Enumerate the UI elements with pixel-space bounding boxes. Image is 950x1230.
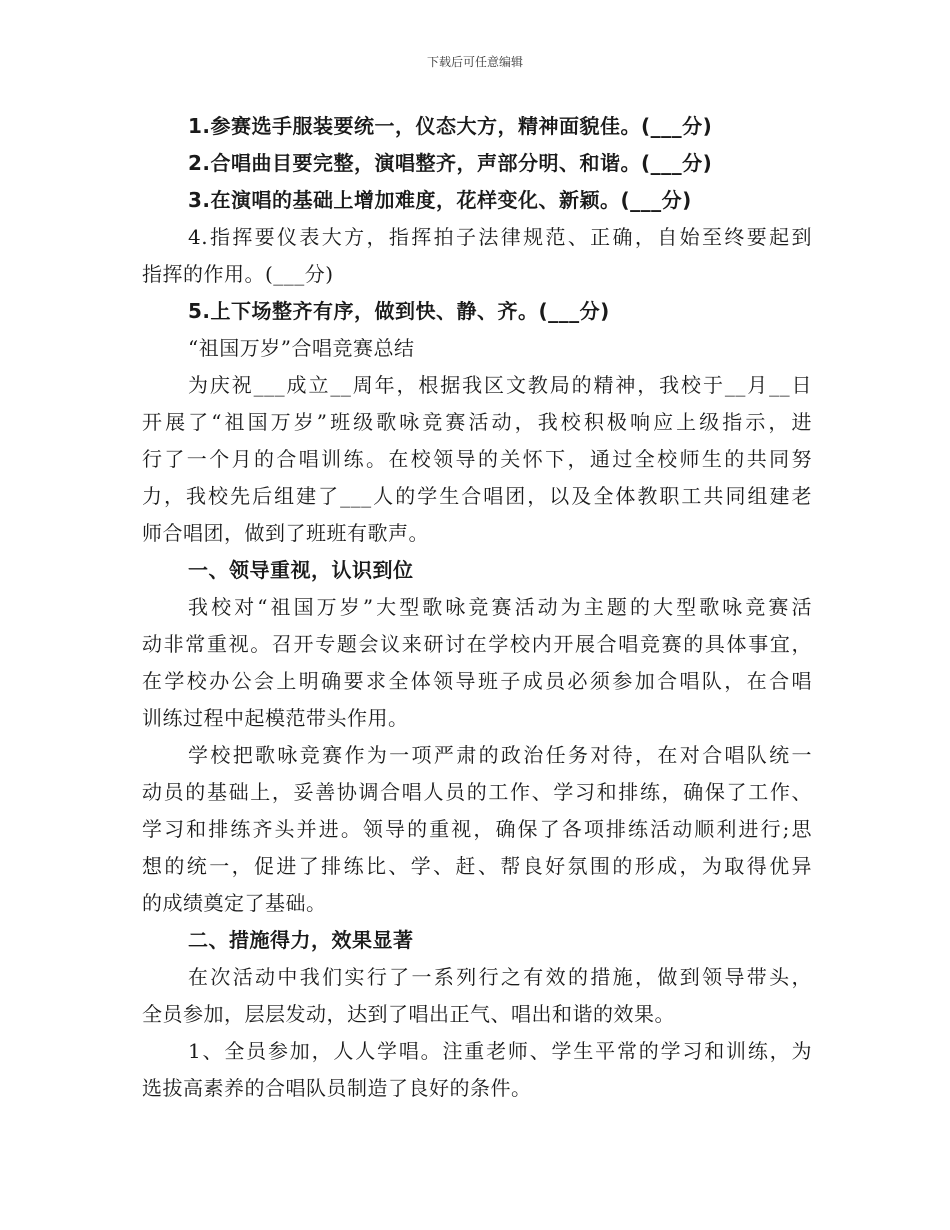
- criterion-4-line-1: 4.指挥要仪表大方，指挥拍子法律规范、正确，自始至终要起到: [188, 225, 812, 249]
- criterion-4-line-2: 指挥的作用。(___分): [142, 262, 334, 286]
- intro-line-2: 开展了“祖国万岁”班级歌咏竞赛活动，我校积极响应上级指示，进: [142, 410, 812, 434]
- intro-line-5: 师合唱团，做到了班班有歌声。: [142, 521, 429, 545]
- section-1-heading: 一、领导重视，认识到位: [188, 558, 414, 582]
- criterion-3: 3.在演唱的基础上增加难度，花样变化、新颖。(___分): [188, 188, 692, 212]
- section-2-para-2-line-1: 1、全员参加，人人学唱。注重老师、学生平常的学习和训练，为: [188, 1039, 812, 1063]
- section-1-para-2-line-5: 的成绩奠定了基础。: [142, 891, 327, 915]
- document-body: [142, 108, 812, 1107]
- section-1-para-1-line-1: 我校对“祖国万岁”大型歌咏竞赛活动为主题的大型歌咏竞赛活: [188, 595, 812, 619]
- intro-line-3: 行了一个月的合唱训练。在校领导的关怀下，通过全校师生的共同努: [142, 447, 812, 471]
- intro-line-4: 力，我校先后组建了___人的学生合唱团，以及全体教职工共同组建老: [142, 484, 812, 508]
- header-note: 下载后可任意编辑: [426, 55, 523, 69]
- section-2-heading: 二、措施得力，效果显著: [188, 928, 414, 952]
- section-2-para-1-line-1: 在次活动中我们实行了一系列行之有效的措施，做到领导带头，: [188, 965, 812, 989]
- section-1-para-1-line-4: 训练过程中起模范带头作用。: [142, 706, 409, 730]
- section-1-para-2-line-2: 动员的基础上，妥善协调合唱人员的工作、学习和排练，确保了工作、: [142, 780, 812, 804]
- section-1-para-1-line-2: 动非常重视。召开专题会议来研讨在学校内开展合唱竞赛的具体事宜，: [142, 632, 812, 656]
- summary-title: “祖国万岁”合唱竞赛总结: [188, 336, 415, 360]
- section-1-para-2-line-3: 学习和排练齐头并进。领导的重视，确保了各项排练活动顺利进行;思: [142, 817, 812, 841]
- intro-line-1: 为庆祝___成立__周年，根据我区文教局的精神，我校于__月__日: [188, 373, 812, 397]
- section-2-para-1-line-2: 全员参加，层层发动，达到了唱出正气、唱出和谐的效果。: [142, 1002, 675, 1026]
- section-1-para-1-line-3: 在学校办公会上明确要求全体领导班子成员必须参加合唱队，在合唱: [142, 669, 812, 693]
- section-1-para-2-line-4: 想的统一，促进了排练比、学、赶、帮良好氛围的形成，为取得优异: [142, 854, 812, 878]
- section-1-para-2-line-1: 学校把歌咏竞赛作为一项严肃的政治任务对待，在对合唱队统一: [188, 743, 812, 767]
- criterion-1: 1.参赛选手服装要统一，仪态大方，精神面貌佳。(___分): [188, 114, 713, 138]
- criterion-5: 5.上下场整齐有序，做到快、静、齐。(___分): [188, 299, 610, 323]
- criterion-2: 2.合唱曲目要完整，演唱整齐，声部分明、和谐。(___分): [188, 151, 713, 175]
- section-2-para-2-line-2: 选拔高素养的合唱队员制造了良好的条件。: [142, 1076, 532, 1100]
